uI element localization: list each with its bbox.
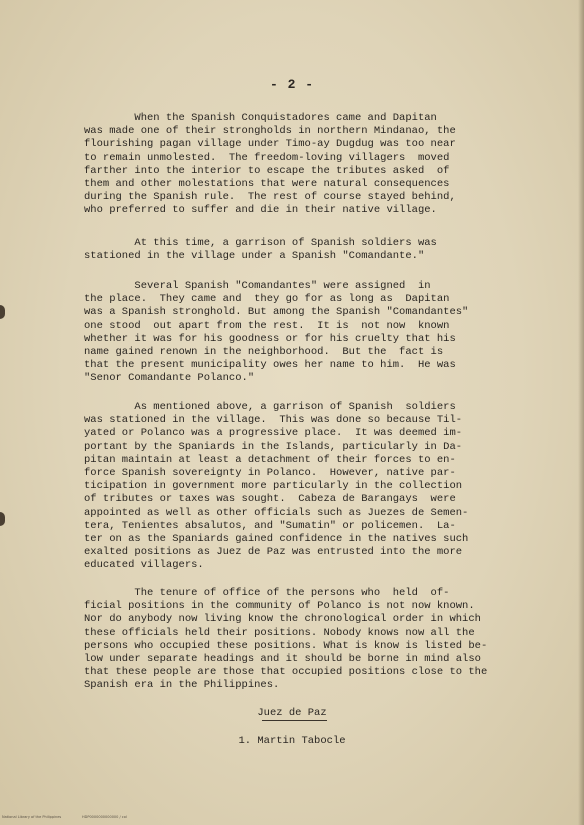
text-line: appointed as well as other officials such as Juezes de Semen-	[84, 506, 469, 519]
text-line: At this time, a garrison of Spanish soldiers was	[84, 237, 437, 249]
paragraph-native-participation	[84, 401, 504, 573]
heading-underline	[262, 720, 327, 721]
page-number: - 2 -	[269, 77, 314, 92]
text-line: them and other molestations that were natural consequences	[84, 178, 450, 191]
text-line: force Spanish sovereignty in Polanco. However, native par-	[84, 467, 456, 480]
binding-hole-mark	[0, 512, 5, 526]
text-line: exalted positions as Juez de Paz was entrusted into the more	[84, 546, 463, 559]
binding-hole-mark	[0, 305, 5, 319]
text-line: As mentioned above, a garrison of Spanish soldiers	[84, 401, 456, 413]
text-line: low under separate headings and it should be borne in mind also	[84, 653, 481, 666]
text-line: that these people are those that occupied positions close to the	[84, 666, 488, 679]
text-line: that the present municipality owes her name to him. He was	[84, 359, 456, 372]
text-line: ticipation in government more particularly in the collection	[84, 480, 463, 493]
text-line: stationed in the village under a Spanish "Comandante."	[84, 250, 425, 263]
paragraph-comandantes	[84, 280, 504, 386]
text-line: Spanish era in the Philippines.	[84, 679, 280, 692]
text-line: farther into the interior to escape the tributes asked of	[84, 164, 450, 177]
text-line: was stationed in the village. This was done so because Til-	[84, 414, 463, 427]
text-line: who preferred to suffer and die in their native village.	[84, 204, 437, 217]
footer-id: HDP0000000000000 / col	[82, 815, 127, 819]
footer-source: National Library of the Philippines	[2, 815, 62, 819]
section-heading: Juez de Paz	[257, 707, 327, 719]
paragraph-garrison	[84, 237, 504, 263]
text-line: the place. They came and they go for as long as Dapitan	[84, 293, 450, 306]
text-line: flourishing pagan village under Timo-ay Dugdug was too near	[84, 138, 456, 151]
text-line: was a Spanish stronghold. But among the Spanish "Comandantes"	[84, 306, 469, 319]
text-line: When the Spanish Conquistadores came and Dapitan	[84, 112, 437, 124]
text-line: Several Spanish "Comandantes" were assigned in	[84, 280, 431, 292]
paragraph-conquistadores	[84, 112, 504, 218]
text-line: whether it was for his goodness or for his cruelty that his	[84, 332, 456, 345]
text-line: tera, Tenientes absalutos, and "Sumatin" or policemen. La-	[84, 519, 456, 532]
text-line: one stood out apart from the rest. It is not now known	[84, 319, 450, 332]
text-line: "Senor Comandante Polanco."	[84, 372, 255, 385]
text-line: portant by the Spaniards in the Islands, particularly in Da-	[84, 440, 463, 453]
text-line: educated villagers.	[84, 559, 204, 572]
text-line: name gained renown in the neighborhood. But the fact is	[84, 346, 444, 359]
text-line: during the Spanish rule. The rest of course stayed behind,	[84, 191, 456, 204]
page-edge-shadow	[578, 0, 584, 825]
text-line: was made one of their strongholds in northern Mindanao, the	[84, 125, 456, 138]
text-line: of tributes or taxes was sought. Cabeza de Barangays were	[84, 493, 456, 506]
list-item: 1. Martin Tabocle	[238, 735, 346, 747]
text-line: these officials held their positions. Nobody knows now all the	[84, 626, 475, 639]
text-line: persons who occupied these positions. What is know is listed be-	[84, 639, 488, 652]
text-line: pitan maintain at least a detachment of their forces to en-	[84, 453, 456, 466]
text-line: The tenure of office of the persons who held of-	[84, 587, 450, 599]
text-line: to remain unmolested. The freedom-loving villagers moved	[84, 151, 450, 164]
text-line: ficial positions in the community of Polanco is not now known.	[84, 600, 475, 613]
text-line: yated or Polanco was a progressive place. It was deemed im-	[84, 427, 463, 440]
text-line: Nor do anybody now living know the chronological order in which	[84, 613, 481, 626]
paragraph-tenure	[84, 587, 504, 693]
text-line: ter on as the Spaniards gained confidence in the natives such	[84, 533, 469, 546]
